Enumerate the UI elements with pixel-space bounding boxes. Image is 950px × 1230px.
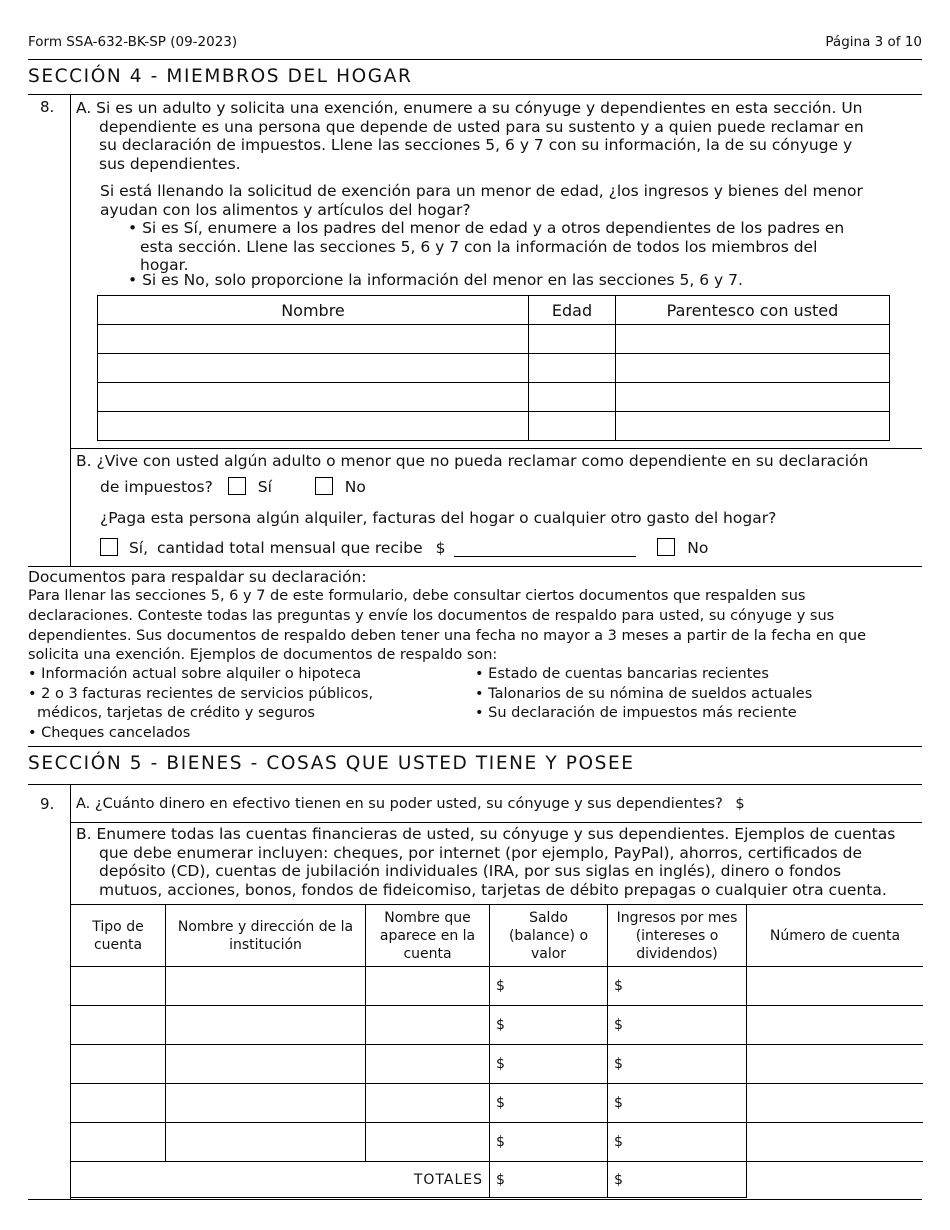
member-relationship-cell[interactable] bbox=[616, 383, 890, 412]
divider bbox=[28, 59, 922, 60]
bullet-si-line: hogar. bbox=[140, 256, 189, 274]
checkbox-no[interactable] bbox=[315, 477, 333, 495]
table-row bbox=[98, 354, 890, 383]
bullet-si bbox=[128, 219, 922, 275]
table-row bbox=[71, 1123, 924, 1162]
balance-cell[interactable]: $ bbox=[490, 1045, 608, 1084]
dollar-sign: $ bbox=[735, 796, 745, 812]
member-age-cell[interactable] bbox=[529, 354, 616, 383]
bullet-no: • Si es No, solo proporcione la información del menor en las secciones 5, 6 y 7. bbox=[128, 271, 743, 289]
list-item: • Su declaración de impuestos más reciente bbox=[475, 705, 797, 721]
dollar-sign: $ bbox=[435, 539, 446, 557]
q8a-minor-line: Si está llenando la solicitud de exención para un menor de edad, ¿los ingresos y bienes del menor bbox=[100, 182, 863, 200]
list-item: • Información actual sobre alquiler o hipoteca bbox=[28, 666, 362, 682]
divider bbox=[28, 566, 922, 567]
bullet-si-line: esta sección. Llene las secciones 5, 6 y 7 con la información de todos los miembros del bbox=[140, 237, 818, 256]
account-type-cell[interactable] bbox=[71, 1084, 166, 1123]
documents-left-list bbox=[28, 665, 468, 743]
column-header-nombre: Nombre bbox=[98, 296, 529, 325]
q8a-minor-question bbox=[100, 182, 922, 219]
section4-title: SECCIÓN 4 - MIEMBROS DEL HOGAR bbox=[28, 66, 413, 87]
account-type-cell[interactable] bbox=[71, 1006, 166, 1045]
documents-right-list bbox=[475, 665, 922, 724]
column-header-parentesco: Parentesco con usted bbox=[616, 296, 890, 325]
member-age-cell[interactable] bbox=[529, 325, 616, 354]
member-name-cell[interactable] bbox=[98, 383, 529, 412]
account-name-cell[interactable] bbox=[366, 967, 490, 1006]
table-header-row bbox=[98, 296, 890, 325]
label-si: Sí bbox=[257, 478, 272, 496]
divider bbox=[28, 746, 922, 747]
table-row bbox=[98, 383, 890, 412]
q8b-tax-label: de impuestos? bbox=[100, 478, 213, 496]
account-number-cell[interactable] bbox=[747, 1045, 924, 1084]
institution-cell[interactable] bbox=[166, 967, 366, 1006]
question-9-number: 9. bbox=[40, 795, 55, 813]
list-item: médicos, tarjetas de crédito y seguros bbox=[37, 705, 315, 721]
totals-row bbox=[71, 1162, 924, 1198]
account-type-cell[interactable] bbox=[71, 1045, 166, 1084]
member-relationship-cell[interactable] bbox=[616, 412, 890, 441]
account-number-cell[interactable] bbox=[747, 1123, 924, 1162]
table-row bbox=[71, 967, 924, 1006]
table-row bbox=[98, 412, 890, 441]
q9b-line: mutuos, acciones, bonos, fondos de fideicomiso, tarjetas de débito prepagas o cualquier otra cuenta. bbox=[99, 880, 887, 899]
institution-cell[interactable] bbox=[166, 1006, 366, 1045]
checkbox-si-pay[interactable] bbox=[100, 538, 118, 556]
documents-line: declaraciones. Conteste todas las preguntas y envíe los documentos de respaldo para usted, su cónyuge y sus bbox=[28, 607, 835, 624]
monthly-amount-input[interactable] bbox=[454, 538, 636, 557]
form-id: Form SSA-632-BK-SP (09-2023) bbox=[28, 34, 238, 50]
list-item: • Talonarios de su nómina de sueldos actuales bbox=[475, 685, 813, 702]
account-type-cell[interactable] bbox=[71, 967, 166, 1006]
total-balance-cell[interactable]: $ bbox=[490, 1162, 608, 1198]
q8a-minor-line: ayudan con los alimentos y artículos del hogar? bbox=[100, 200, 471, 219]
balance-cell[interactable]: $ bbox=[490, 1084, 608, 1123]
account-name-cell[interactable] bbox=[366, 1123, 490, 1162]
account-type-cell[interactable] bbox=[71, 1123, 166, 1162]
checkbox-si[interactable] bbox=[228, 477, 246, 495]
account-number-cell[interactable] bbox=[747, 967, 924, 1006]
page-number: Página 3 of 10 bbox=[825, 34, 922, 50]
checkbox-no-pay[interactable] bbox=[657, 538, 675, 556]
q8b-pay-question: ¿Paga esta persona algún alquiler, facturas del hogar o cualquier otro gasto del hogar? bbox=[100, 509, 777, 527]
member-name-cell[interactable] bbox=[98, 354, 529, 383]
page-header bbox=[28, 34, 922, 50]
table-row bbox=[71, 1006, 924, 1045]
q9a-label: A. ¿Cuánto dinero en efectivo tienen en su poder usted, su cónyuge y sus dependientes? bbox=[76, 796, 723, 812]
totals-label: TOTALES bbox=[71, 1162, 490, 1198]
member-name-cell[interactable] bbox=[98, 325, 529, 354]
member-age-cell[interactable] bbox=[529, 412, 616, 441]
label-no-pay: No bbox=[687, 539, 709, 557]
table-row bbox=[71, 1045, 924, 1084]
q8b-pay-answer bbox=[100, 538, 922, 558]
household-members-table bbox=[97, 295, 890, 441]
column-header-numero: Número de cuenta bbox=[747, 905, 924, 967]
documents-paragraph bbox=[28, 587, 922, 666]
q9b-line: que debe enumerar incluyen: cheques, por internet (por ejemplo, PayPal), ahorros, certificados de bbox=[99, 843, 863, 862]
column-header-edad: Edad bbox=[529, 296, 616, 325]
question-column-line bbox=[70, 94, 71, 566]
table-row bbox=[98, 325, 890, 354]
column-header-ingresos: Ingresos por mes (intereses o dividendos) bbox=[608, 905, 747, 967]
member-name-cell[interactable] bbox=[98, 412, 529, 441]
divider bbox=[70, 448, 922, 449]
q8a-line: A. Si es un adulto y solicita una exención, enumere a su cónyuge y dependientes en esta sección. Un bbox=[76, 99, 863, 117]
balance-cell[interactable]: $ bbox=[490, 1123, 608, 1162]
documents-title: Documentos para respaldar su declaración: bbox=[28, 568, 367, 586]
income-cell[interactable]: $ bbox=[608, 967, 747, 1006]
table-header-row bbox=[71, 905, 924, 967]
bullet-si-line: • Si es Sí, enumere a los padres del menor de edad y a otros dependientes de los padres en bbox=[128, 219, 845, 237]
account-number-cell[interactable] bbox=[747, 1006, 924, 1045]
institution-cell[interactable] bbox=[166, 1045, 366, 1084]
table-row bbox=[71, 1084, 924, 1123]
account-name-cell[interactable] bbox=[366, 1084, 490, 1123]
column-header-saldo: Saldo (balance) o valor bbox=[490, 905, 608, 967]
account-name-cell[interactable] bbox=[366, 1045, 490, 1084]
list-item: • 2 o 3 facturas recientes de servicios públicos, bbox=[28, 685, 374, 702]
income-cell[interactable]: $ bbox=[608, 1045, 747, 1084]
member-relationship-cell[interactable] bbox=[616, 325, 890, 354]
financial-accounts-table bbox=[70, 904, 923, 1198]
q8a-line: sus dependientes. bbox=[99, 154, 241, 173]
divider bbox=[70, 822, 922, 823]
column-header-nombre-cuenta: Nombre que aparece en la cuenta bbox=[366, 905, 490, 967]
divider bbox=[28, 784, 922, 785]
empty-cell bbox=[747, 1162, 924, 1198]
institution-cell[interactable] bbox=[166, 1123, 366, 1162]
label-si-pay: Sí, bbox=[128, 539, 149, 557]
monthly-amount-label: cantidad total mensual que recibe bbox=[156, 539, 423, 557]
documents-line: dependientes. Sus documentos de respaldo deben tener una fecha no mayor a 3 meses a partir de la fecha en que bbox=[28, 627, 866, 644]
income-cell[interactable]: $ bbox=[608, 1084, 747, 1123]
member-relationship-cell[interactable] bbox=[616, 354, 890, 383]
total-income-cell[interactable]: $ bbox=[608, 1162, 747, 1198]
account-number-cell[interactable] bbox=[747, 1084, 924, 1123]
q8a-line: dependiente es una persona que depende de usted para su sustento y a quien puede reclamar en bbox=[99, 117, 864, 136]
balance-cell[interactable]: $ bbox=[490, 1006, 608, 1045]
q8a-line: su declaración de impuestos. Llene las secciones 5, 6 y 7 con su información, la de su cónyuge y bbox=[99, 136, 853, 154]
column-header-institucion: Nombre y dirección de la institución bbox=[166, 905, 366, 967]
list-item: • Estado de cuentas bancarias recientes bbox=[475, 666, 769, 682]
divider bbox=[28, 94, 922, 95]
column-header-tipo: Tipo de cuenta bbox=[71, 905, 166, 967]
q9b-line: B. Enumere todas las cuentas financieras de usted, su cónyuge y sus dependientes. Ejemplos de cuentas bbox=[76, 825, 896, 843]
list-item: • Cheques cancelados bbox=[28, 724, 191, 741]
question-8-number: 8. bbox=[40, 98, 55, 116]
q9a-question bbox=[76, 795, 922, 814]
income-cell[interactable]: $ bbox=[608, 1123, 747, 1162]
q9b-paragraph bbox=[76, 825, 922, 899]
q8a-paragraph bbox=[76, 99, 922, 173]
q8b-question: B. ¿Vive con usted algún adulto o menor que no pueda reclamar como dependiente en su declaración bbox=[76, 452, 869, 470]
label-no: No bbox=[344, 478, 366, 496]
balance-cell[interactable]: $ bbox=[490, 967, 608, 1006]
divider bbox=[28, 1199, 922, 1200]
documents-line: Para llenar las secciones 5, 6 y 7 de este formulario, debe consultar ciertos documentos que respalden sus bbox=[28, 588, 806, 604]
income-cell[interactable]: $ bbox=[608, 1006, 747, 1045]
section5-title: SECCIÓN 5 - BIENES - COSAS QUE USTED TIENE Y POSEE bbox=[28, 753, 635, 774]
institution-cell[interactable] bbox=[166, 1084, 366, 1123]
q8b-line2 bbox=[100, 477, 922, 497]
documents-line: solicita una exención. Ejemplos de documentos de respaldo son: bbox=[28, 647, 498, 664]
account-name-cell[interactable] bbox=[366, 1006, 490, 1045]
q9b-line: depósito (CD), cuentas de jubilación individuales (IRA, por sus siglas en inglés), dinero o fondos bbox=[99, 862, 842, 880]
member-age-cell[interactable] bbox=[529, 383, 616, 412]
